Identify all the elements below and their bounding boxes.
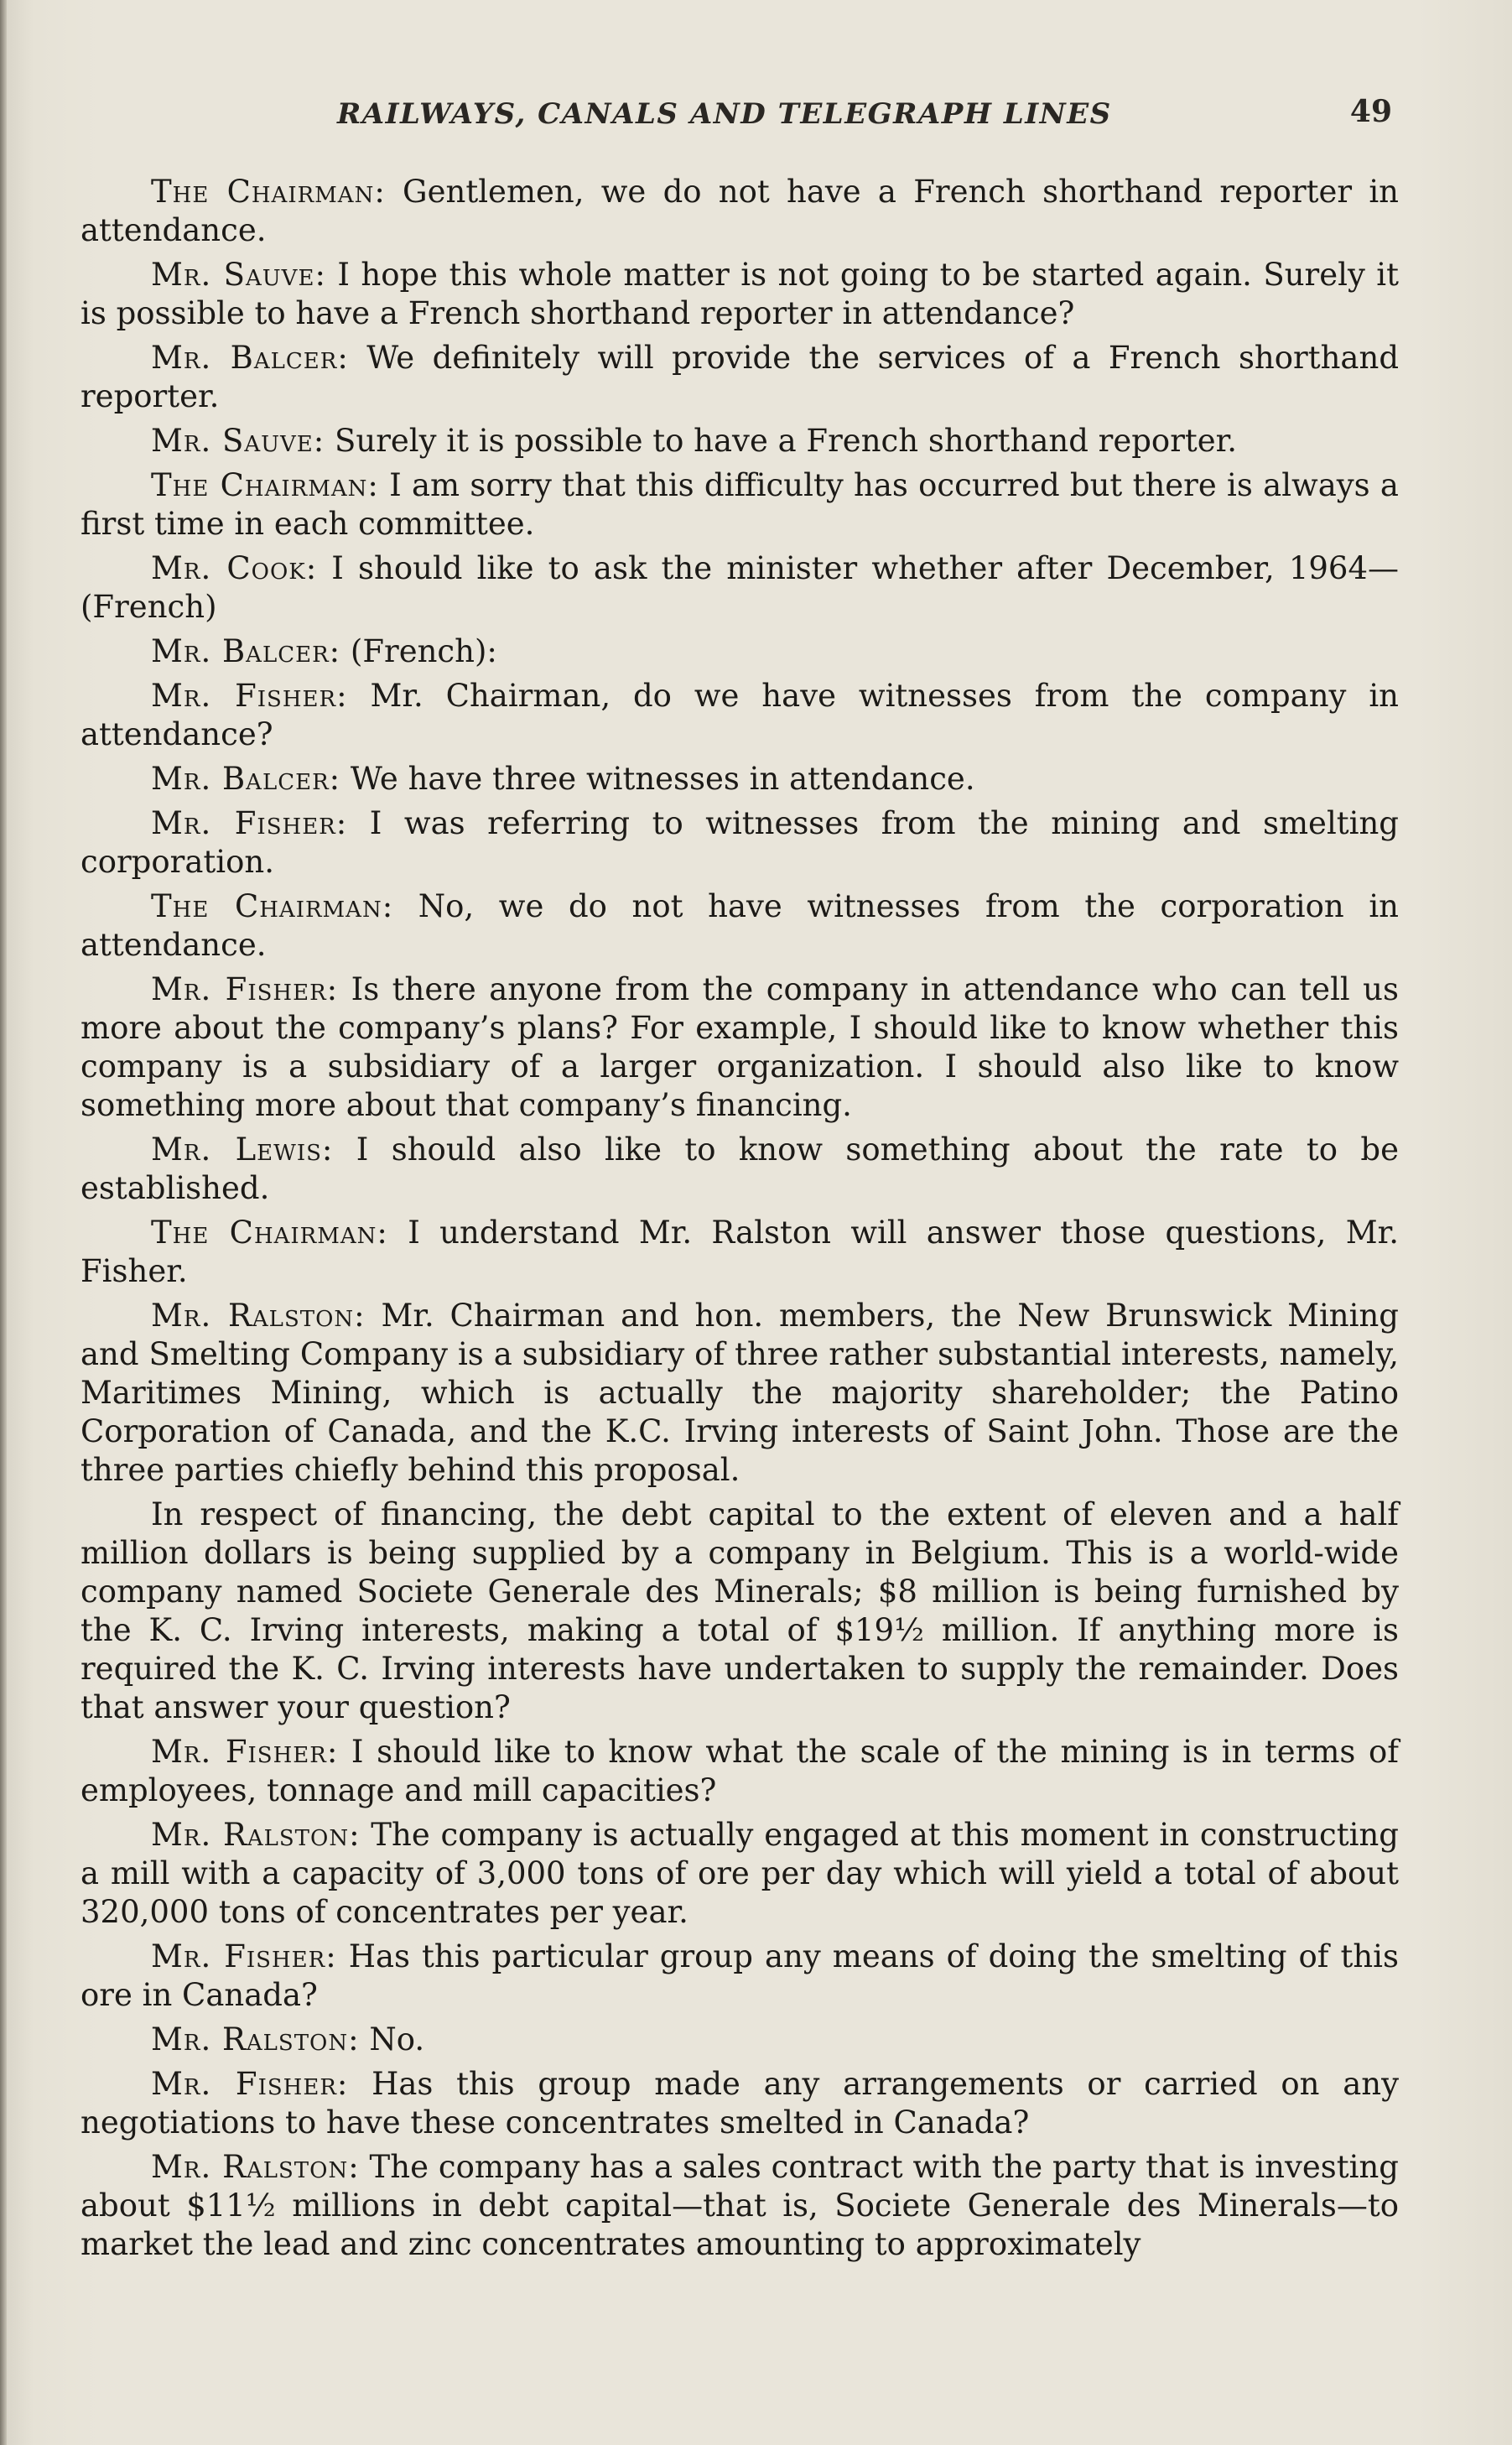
paragraph-10 [81, 804, 1399, 882]
paragraph-text: (French): [340, 633, 497, 669]
paragraph-text: Gentlemen, we do not have a French shorthand reporter in attendance. [81, 174, 1399, 248]
paragraph-text: I hope this whole matter is not going to be started again. Surely it is possible to have a French shorthand reporter in attendance? [81, 257, 1400, 331]
speaker-name: Mr. Fisher: [151, 1734, 339, 1770]
paragraph-text: Surely it is possible to have a French shorthand reporter. [325, 423, 1238, 459]
paragraph-text: Has this particular group any means of doing the smelting of this ore in Canada? [81, 1938, 1399, 2013]
speaker-name: Mr. Ralston: [151, 2021, 360, 2057]
speaker-name: The Chairman: [151, 1215, 388, 1251]
speaker-name: Mr. Fisher: [151, 1938, 337, 1974]
paragraph-15 [81, 1297, 1399, 1490]
speaker-name: Mr. Ralston: [151, 2149, 360, 2185]
paragraph-text: No. [359, 2021, 425, 2057]
paragraph-12 [81, 970, 1399, 1125]
paragraph-17 [81, 1733, 1399, 1810]
paragraph-text: We have three witnesses in attendance. [340, 761, 975, 797]
page-number: 49 [1349, 94, 1392, 129]
paragraph-text: In respect of financing, the debt capital to the extent of eleven and a half million dollars is being supplied by a company in Belgium. This is a world-wide company named Societe Generale des Minerals; $8 million is being furnished by the K. C. Irving interests, making a total of $19½ million. If anything more is required the K. C. Irving interests have undertaken to supply the remainder. Does that answer your question? [81, 1496, 1399, 1725]
paragraph-1 [81, 173, 1399, 250]
paragraph-6 [81, 549, 1399, 627]
speaker-name: The Chairman: [151, 467, 379, 503]
paragraph-2 [81, 256, 1399, 333]
paragraph-22 [81, 2148, 1399, 2264]
paragraph-16 [81, 1496, 1399, 1727]
speaker-name: Mr. Balcer: [151, 340, 349, 376]
page-header [75, 89, 1392, 139]
paragraph-text: Mr. Chairman, do we have witnesses from the company in attendance? [81, 678, 1399, 752]
paragraph-18 [81, 1816, 1399, 1932]
paragraph-text: No, we do not have witnesses from the corporation in attendance. [81, 888, 1399, 963]
paragraph-text: We definitely will provide the services of a French shorthand reporter. [81, 340, 1399, 414]
running-head: RAILWAYS, CANALS AND TELEGRAPH LINES [337, 97, 1112, 131]
paragraph-text: I should like to ask the minister whether after December, 1964—(French) [81, 550, 1399, 625]
paragraph-14 [81, 1214, 1399, 1291]
speaker-name: Mr. Lewis: [151, 1131, 334, 1168]
speaker-name: Mr. Fisher: [151, 805, 348, 841]
paragraph-7 [81, 632, 1399, 671]
speaker-name: Mr. Ralston: [151, 1817, 361, 1853]
paragraph-text: Has this group made any arrangements or carried on any negotiations to have these concentrates smelted in Canada? [81, 2066, 1399, 2141]
speaker-name: The Chairman: [151, 174, 386, 210]
speaker-name: Mr. Balcer: [151, 761, 341, 797]
speaker-name: The Chairman: [151, 888, 394, 924]
speaker-name: Mr. Fisher: [151, 678, 348, 714]
speaker-name: Mr. Sauve: [151, 423, 325, 459]
speaker-name: Mr. Ralston: [151, 1298, 366, 1334]
paragraph-text: I should like to know what the scale of the mining is in terms of employees, tonnage and mill capacities? [81, 1734, 1400, 1808]
paragraph-5 [81, 466, 1399, 544]
paragraph-text: I should also like to know something about the rate to be established. [81, 1131, 1400, 1206]
paragraph-3 [81, 339, 1399, 416]
paragraph-text: I was referring to witnesses from the mining and smelting corporation. [81, 805, 1399, 880]
paragraph-text: I am sorry that this difficulty has occurred but there is always a first time in each committee. [81, 467, 1399, 542]
paragraph-text: Mr. Chairman and hon. members, the New Brunswick Mining and Smelting Company is a subsidiary of three rather substantial interests, namely, Maritimes Mining, which is actually the majority shareholder; the Patino Corporation of Canada, and the K.C. Irving interests of Saint John. Those are the three parties chiefly behind this proposal. [81, 1298, 1399, 1488]
paragraph-11 [81, 887, 1399, 965]
paragraph-8 [81, 677, 1399, 754]
speaker-name: Mr. Balcer: [151, 633, 341, 669]
paragraph-19 [81, 1938, 1399, 2015]
paragraph-text: I understand Mr. Ralston will answer those questions, Mr. Fisher. [81, 1215, 1399, 1289]
paragraph-text: The company is actually engaged at this moment in constructing a mill with a capacity of 3,000 tons of ore per day which will yield a total of about 320,000 tons of concentrates per year. [81, 1817, 1399, 1930]
binding-edge [0, 0, 7, 2445]
paragraph-text: The company has a sales contract with the party that is investing about $11½ millions in debt capital—that is, Societe Generale des Minerals—to market the lead and zinc concentrates amounting to approximately [81, 2149, 1399, 2262]
paragraph-text: Is there anyone from the company in attendance who can tell us more about the company’s plans? For example, I should like to know whether this company is a subsidiary of a larger organization. I should also like to know something more about that company’s financing. [81, 971, 1399, 1123]
speaker-name: Mr. Fisher: [151, 971, 339, 1007]
paragraph-13 [81, 1131, 1399, 1208]
speaker-name: Mr. Sauve: [151, 257, 326, 293]
speaker-name: Mr. Fisher: [151, 2066, 349, 2102]
paragraph-9 [81, 760, 1399, 799]
paragraph-20 [81, 2021, 1399, 2059]
speaker-name: Mr. Cook: [151, 550, 318, 586]
transcript-body [81, 173, 1399, 2270]
paragraph-4 [81, 422, 1399, 460]
paragraph-21 [81, 2065, 1399, 2142]
